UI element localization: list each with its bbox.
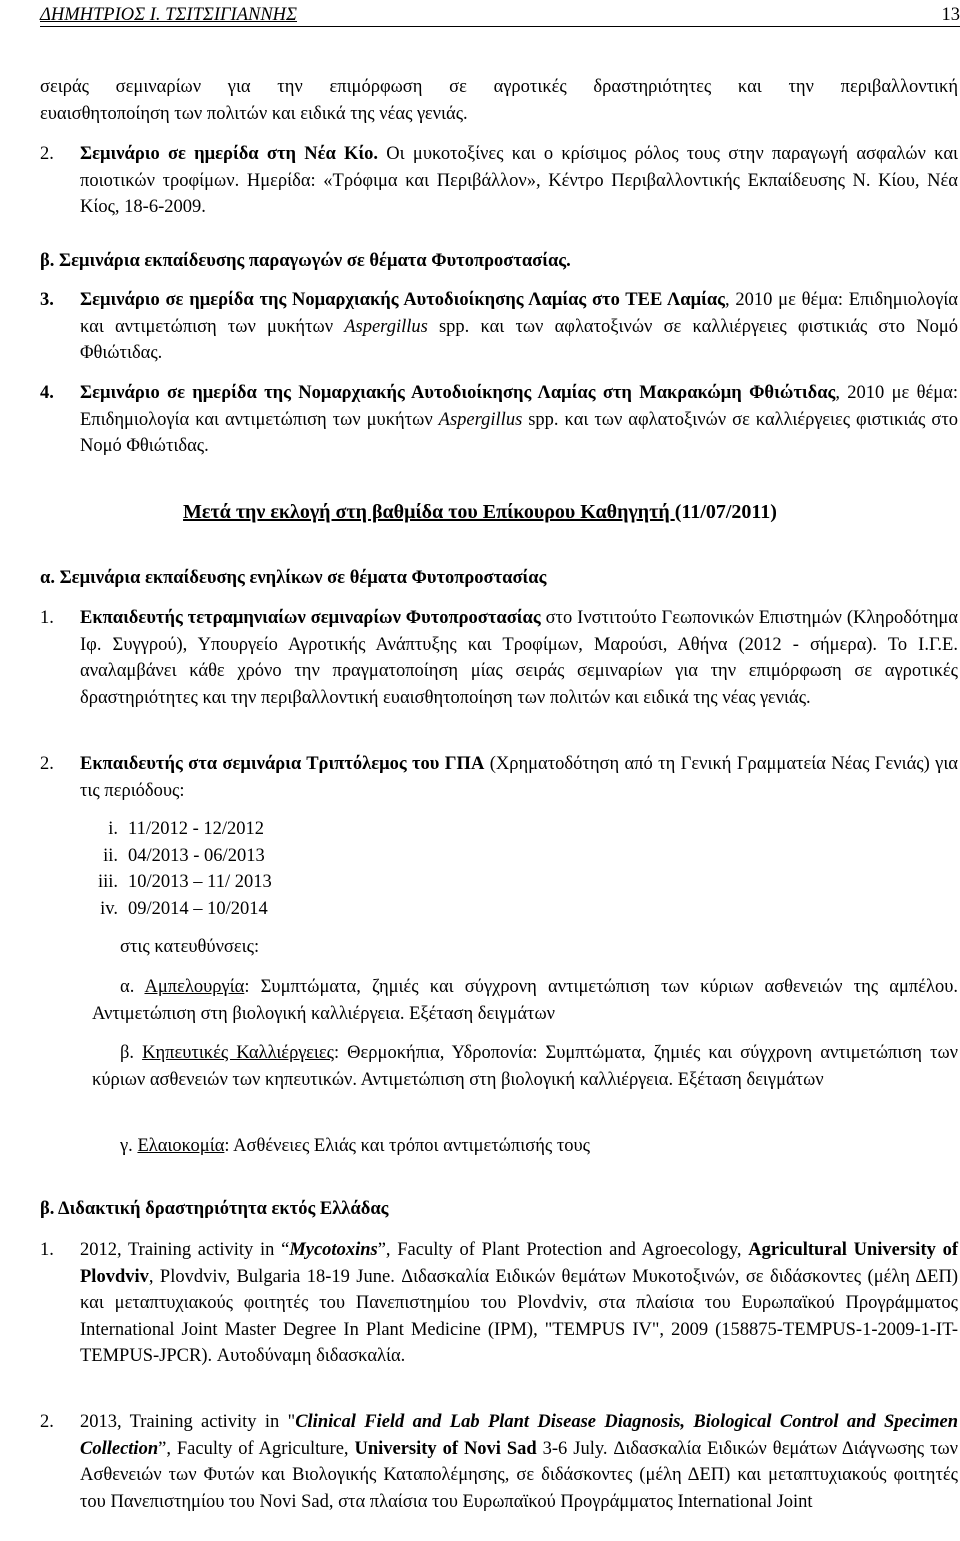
item4-genus: Aspergillus (438, 409, 523, 430)
section-alpha-heading: α. Σεμινάρια εκπαίδευσης ενηλίκων σε θέματα Φυτοπροστασίας (40, 568, 547, 588)
period-range: 04/2013 - 06/2013 (128, 846, 265, 866)
direction-c-letter: γ. (120, 1136, 138, 1156)
period-range: 11/2012 - 12/2012 (128, 819, 265, 839)
main-heading-title: Μετά την εκλογή στη βαθμίδα του Επίκουρου Καθηγητή (183, 501, 675, 523)
page-header (40, 0, 960, 27)
abroad1-paragraph (80, 1237, 958, 1370)
abroad1-university: Agricultural University of Plovdviv (80, 1240, 958, 1287)
adult2-title: Εκπαιδευτής στα σεμινάρια Τριπτόλεμος του ΓΠΑ (80, 754, 485, 774)
direction-b-letter: β. (120, 1043, 143, 1063)
abroad2-text-3: 3-6 July. Διδασκαλία Ειδικών θεμάτων Διάγνωσης των Ασθενειών των Φυτών και Βιολογικής Καταπολέμησης, σε διδάσκοντες (μέλη ΔΕΠ) και μεταπτυχιακούς φοιτητές του Πανεπιστημίου του Novi Sad, στα πλαίσια του Ευρωπαϊκού Προγράμματος International Joint (80, 1438, 959, 1512)
section-beta-heading: β. Σεμινάρια εκπαίδευσης παραγωγών σε θέματα Φυτοπροστασίας. (40, 251, 571, 271)
abroad2-paragraph (80, 1409, 958, 1515)
item2-text: Οι μυκοτοξίνες και ο κρίσιμος ρόλος τους στην παραγωγή ασφαλών και ποιοτικών τροφίμων. Ημερίδα: «Τρόφιμα και Περιβάλλον», Κέντρο Περιβαλλοντικής Εκπαίδευσης Ν. Κίου, Νέα Κίος, 18-6-2009. (80, 144, 958, 218)
period-numeral: iii. (97, 872, 118, 892)
period-item (80, 816, 480, 843)
item4-text: , 2010 με θέμα: Επιδημιολογία και αντιμετώπιση των μυκήτων (80, 383, 958, 430)
item-number: 4. (40, 383, 54, 403)
adult1-paragraph (80, 605, 958, 711)
abroad1-text-3: , Plovdviv, Bulgaria 18-19 June. Διδασκαλία Ειδικών θεμάτων Μυκοτοξινών, σε διδάσκοντες (μέλη ΔΕΠ) και μεταπτυχιακούς φοιτητές του Πανεπιστημίου του Plovdviv, στα πλαίσια του Ευρωπαϊκού Προγράμματος International Joint Master Degree In Plant Medicine (IPM), "TEMPUS IV", 2009 (158875-TEMPUS-1-2009-1-IT-TEMPUS-JPCR). Αυτοδύναμη διδασκαλία. (80, 1266, 958, 1367)
item4-paragraph (80, 380, 958, 460)
adult2-paragraph (80, 751, 958, 804)
item3-text: , 2010 με θέμα: Επιδημιολογία και αντιμετώπιση των μυκήτων (80, 290, 959, 337)
header-author: ΔΗΜΗΤΡΙΟΣ Ι. ΤΣΙΤΣΙΓΙΑΝΝΗΣ (40, 5, 298, 25)
abroad1-text-2: ”, Faculty of Plant Protection and Agroecology, (377, 1240, 749, 1260)
adult2-text: (Χρηματοδότηση από τη Γενική Γραμματεία Νέας Γενιάς) για τις περιόδους: (80, 754, 959, 801)
period-numeral: i. (108, 819, 118, 839)
item-number: 1. (40, 608, 54, 628)
period-item (80, 843, 480, 870)
item2-paragraph (80, 141, 958, 221)
direction-b-topic: Κηπευτικές Καλλιέργειες (142, 1043, 334, 1063)
abroad2-topic: Clinical Field and Lab Plant Disease Diagnosis, Biological Control and Specimen Collection (80, 1412, 958, 1459)
item-number: 1. (40, 1240, 54, 1260)
direction-a-letter: α. (120, 977, 145, 997)
direction-a-text: : Συμπτώματα, ζημιές και σύγχρονη αντιμετώπιση των κύριων ασθενειών της αμπέλου. Αντιμετώπιση στη βιολογική καλλιέργεια. Εξέταση δειγμάτων (92, 977, 958, 1024)
abroad1-text: 2012, Training activity in “ (80, 1240, 290, 1260)
direction-b-text: : Θερμοκήπια, Υδροπονία: Συμπτώματα, ζημιές και σύγχρονη αντιμετώπιση των κύριων ασθενειών των κηπευτικών. Αντιμετώπιση στη βιολογική καλλιέργεια. Εξέταση δειγμάτων (92, 1043, 958, 1090)
adult1-text: στο Ινστιτούτο Γεωπονικών Επιστημών (Κληροδότημα Ιφ. Συγγρού), Υπουργείο Αγροτικής Ανάπτυξης και Τροφίμων, Μαρούσι, Αθήνα (2012 - σήμερα). Το Ι.Γ.Ε. αναλαμβάνει κάθε χρόνο την πραγματοποίηση μίας σειράς σεμιναρίων για την επιμόρφωση σε αγροτικές δραστηριότητες και την περιβαλλοντική ευαισθητοποίηση των πολιτών και ειδικά της νέας γενιάς. (80, 608, 958, 708)
direction-a (92, 974, 958, 1027)
direction-b (92, 1040, 958, 1093)
main-heading (0, 499, 960, 526)
abroad2-text-2: ”, Faculty of Agriculture, (158, 1438, 355, 1459)
abroad2-text: 2013, Training activity in " (80, 1412, 296, 1432)
item3-paragraph (80, 287, 958, 367)
direction-c-topic: Ελαιοκομία (137, 1136, 225, 1156)
item4-title: Σεμινάριο σε ημερίδα της Νομαρχιακής Αυτοδιοίκησης Λαμίας στη Μακρακώμη Φθιώτιδας (80, 383, 836, 403)
page-number: 13 (941, 5, 960, 25)
period-item (80, 896, 480, 923)
direction-c-text: : Ασθένειες Ελιάς και τρόποι αντιμετώπισής τους (224, 1136, 591, 1156)
period-range: 10/2013 – 11/ 2013 (128, 872, 272, 892)
abroad2-university: University of Novi Sad (354, 1438, 537, 1459)
intro-line-2: ευαισθητοποίηση των πολιτών και ειδικά της νέας γενιάς. (40, 104, 468, 124)
item3-title: Σεμινάριο σε ημερίδα της Νομαρχιακής Αυτοδιοίκησης Λαμίας στο ΤΕΕ Λαμίας (80, 290, 725, 310)
adult1-title: Εκπαιδευτής τετραμηνιαίων σεμιναρίων Φυτοπροστασίας (80, 608, 541, 628)
period-numeral: iv. (100, 899, 118, 919)
item-number: 3. (40, 290, 54, 310)
period-range: 09/2014 – 10/2014 (128, 899, 268, 919)
abroad1-topic: Mycotoxins (289, 1240, 378, 1260)
item-number: 2. (40, 144, 54, 164)
direction-c (92, 1133, 958, 1160)
item2-title: Σεμινάριο σε ημερίδα στη Νέα Κίο. (80, 144, 379, 164)
intro-line-1: σειράς σεμιναρίων για την επιμόρφωση σε αγροτικές δραστηριότητες και την περιβαλλοντική (40, 77, 958, 97)
item4-text-end: spp. και των αφλατοξινών σε καλλιέργειες φιστικιάς στο Νομό Φθιώτιδας. (80, 409, 959, 457)
direction-a-topic: Αμπελουργία (144, 977, 245, 997)
section-abroad-heading: β. Διδακτική δραστηριότητα εκτός Ελλάδας (40, 1199, 389, 1219)
directions-label: στις κατευθύνσεις: (120, 937, 260, 957)
period-numeral: ii. (103, 846, 118, 866)
item-number: 2. (40, 754, 54, 774)
item-number: 2. (40, 1412, 54, 1432)
item3-genus: Aspergillus (344, 316, 428, 337)
period-item (80, 869, 480, 896)
main-heading-date: (11/07/2011) (674, 501, 777, 523)
item3-text-end: spp. και των αφλατοξινών σε καλλιέργειες φιστικιάς στο Νομό Φθιώτιδας. (80, 316, 958, 364)
